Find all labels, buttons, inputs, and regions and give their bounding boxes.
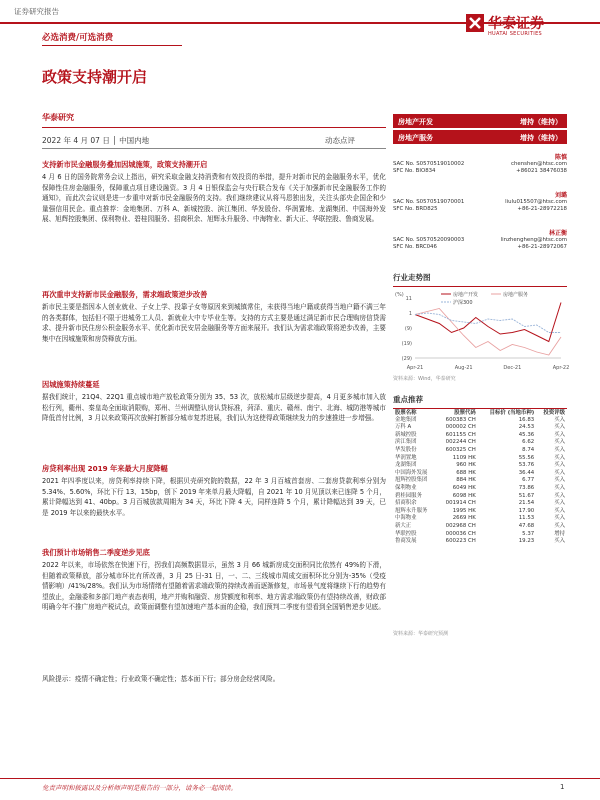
- recs-table: [393, 410, 567, 546]
- logo-text-en: HUATAI SECURITIES: [488, 31, 542, 37]
- doc-type: 动态点评: [325, 136, 355, 145]
- trend-chart: [393, 290, 570, 372]
- legend-label: 房地产服务: [503, 292, 529, 298]
- table-cell: 960 HK: [456, 462, 476, 469]
- analyst-phone: +86-21-28972067: [517, 244, 567, 251]
- table-cell: 买入: [554, 439, 565, 446]
- table-cell: 53.76: [518, 462, 535, 469]
- table-cell: 买入: [554, 431, 565, 438]
- divider: [42, 127, 386, 128]
- table-cell: 688 HK: [456, 469, 476, 476]
- x-tick-label: Dec-21: [503, 365, 522, 371]
- table-cell: 19.23: [518, 538, 535, 545]
- analyst-email[interactable]: liulu015507@htsc.com: [505, 199, 567, 206]
- sector-rating-bar: [393, 114, 567, 128]
- y-tick-label: (19): [401, 341, 412, 347]
- analyst-name: 刘璐: [554, 192, 567, 199]
- analyst-sac: SAC No. S0570520090003: [393, 237, 465, 244]
- table-row: [393, 477, 567, 485]
- y-tick-label: 11: [405, 296, 412, 302]
- table-cell: 17.90: [518, 507, 535, 514]
- subtag-rule: [42, 45, 182, 46]
- table-row: [393, 417, 567, 425]
- section-heading: 支持新市民金融服务叠加因城施策，政策支持潮开启: [42, 160, 208, 169]
- risk-note: 风险提示：疫情不确定性；行业政策不确定性；基本面下行；部分房企经营风险。: [42, 675, 280, 683]
- table-cell: 6049 HK: [452, 484, 476, 491]
- y-axis-label: (%): [395, 292, 404, 298]
- table-row: [393, 424, 567, 432]
- table-cell: 2669 HK: [452, 515, 476, 522]
- divider: [42, 148, 386, 149]
- sector-name: 房地产服务: [398, 134, 433, 142]
- section-body: 新市民主要是指因本人创业就业、子女上学、投靠子女等原因来到城镇常住，未获得当地户籍或获得当地户籍不满三年的各类群体，包括但不限于进城务工人员、新就业大中专毕业生等。支持的方式主要是通过满足新市民合理购房信贷需求、提升新市民住房公积金服务水平、优化新市民安居金融服务等方面来展开。我们认为需求端政策将逆步改善，主要集中在因城施策和房贷释放方面。: [42, 303, 386, 343]
- table-row: [393, 455, 567, 463]
- table-cell: 买入: [554, 484, 565, 491]
- sector-rating: 增持（维持）: [520, 118, 562, 126]
- recs-source: 资料来源：华泰研究预测: [393, 631, 449, 637]
- x-tick-label: Apr-21: [406, 365, 424, 371]
- table-cell: 龙湖集团: [395, 462, 417, 469]
- table-row: [393, 493, 567, 501]
- col-header: 投资评级: [543, 410, 565, 416]
- table-row: [393, 500, 567, 508]
- table-row: [393, 485, 567, 493]
- huatai-logo-icon: [466, 14, 484, 32]
- table-row: [393, 531, 567, 539]
- trend-rule: [393, 286, 567, 287]
- table-cell: 华发股份: [395, 446, 417, 453]
- table-cell: 万科 A: [395, 424, 412, 431]
- report-tag: 证券研究报告: [14, 7, 59, 16]
- x-tick-label: Aug-21: [454, 365, 473, 371]
- table-cell: 600223 CH: [445, 538, 476, 545]
- analyst-sfc: SFC No. BRD825: [393, 206, 438, 213]
- table-cell: 买入: [554, 500, 565, 507]
- table-cell: 000002 CH: [445, 424, 476, 431]
- analyst-email[interactable]: linzhengheng@htsc.com: [500, 237, 567, 244]
- analyst-sfc: SFC No. BRC046: [393, 244, 437, 251]
- table-cell: 中国海外发展: [395, 469, 428, 476]
- analyst-sac: SAC No. S0570519010002: [393, 161, 465, 168]
- table-row: [393, 432, 567, 440]
- y-tick-label: 1: [408, 311, 412, 317]
- analyst-phone: +86021 38476038: [516, 168, 567, 175]
- table-cell: 碧桂园服务: [395, 492, 422, 499]
- table-cell: 买入: [554, 454, 565, 461]
- col-header: 股票名称: [395, 410, 417, 416]
- table-cell: 601155 CH: [445, 431, 476, 438]
- analyst-sac: SAC No. S0570519070001: [393, 199, 465, 206]
- dateline: 2022 年 4 月 07 日 │ 中国内地: [42, 136, 150, 145]
- table-cell: 买入: [554, 424, 565, 431]
- table-cell: 买入: [554, 446, 565, 453]
- table-cell: 002968 CH: [445, 522, 476, 529]
- section-body: 2021 年四季度以来，房贷利率持续下降，根据贝壳研究院的数据，22 年 3 月百城首套房、二套房贷款利率分别为 5.34%、5.60%，环比下行 13、15bp，创下 2019 年来单月最大降幅，自 2021 年 10 月见顶以来已连降 5 个月，累计降幅达到 41、40bp。3 月百城放款周期为 34 天，环比下降 4 天，同样连降 5 个月，累计降幅达到 39 天，已是 2019 年以来的最快水平。: [42, 477, 386, 517]
- table-cell: 16.83: [518, 416, 535, 423]
- table-cell: 买入: [554, 492, 565, 499]
- table-cell: 6.77: [522, 477, 535, 484]
- series-line: [415, 309, 561, 356]
- table-cell: 24.53: [518, 424, 535, 431]
- section-body: 2022 年以来，市场依然在快速下行，拐我们高频数据显示，虽然 3 月 66 城新房成交面积同比依然有 49%的下滑，但随着政策释放，部分城市环比有所改善，3 月 25 日-31 日，一、二、三线城市周成交面积环比分别为-35%（受疫情影响）/41%/28%。我们认为市场情绪有望随着需求端政策的持续改善而逐渐修复，市场景气度将继续下行的趋势有望放止，金融委和多部门地产表态表明，地产并购和融资、房贷额度和利率、地方需求端政策仍有望持续改善，财政部明确今年不推广房地产税试点，政策面调整有望加速地产基本面的企稳，我们预判二季度有望看到全国销售逆步见底。: [42, 561, 386, 612]
- section-body: 据我们统计，21Q4、22Q1 重点城市地产放松政策分别为 35、53 次，放松城市层级逆步提高，4 月更多城市加入放松行列，衢州、秦皇岛全面取消限购，郑州、兰州调整认房认贷标准，菏泽、重庆、赣州、南宁、北海、城防港等城市降低首付比例，3 月以来政策再次放鲜打断部分城市复苏进展，我们认为这使得政策继续发力的步速推进一步增强。: [42, 393, 386, 423]
- y-tick-label: (29): [401, 356, 412, 362]
- table-cell: 买入: [554, 522, 565, 529]
- table-cell: 11.53: [518, 515, 535, 522]
- table-cell: 招商积余: [395, 500, 417, 507]
- table-cell: 5.37: [522, 530, 535, 537]
- table-cell: 鲁商发展: [395, 538, 417, 545]
- analyst-name: 林正衡: [548, 230, 567, 237]
- page-number: 1: [560, 783, 565, 791]
- table-cell: 600383 CH: [445, 416, 476, 423]
- recs-title: 重点推荐: [393, 395, 423, 404]
- section-body: 4 月 6 日的国务院常务会议上指出，研究采取金融支持消费和有效投资的举措，提升对新市民的金融服务水平，优化保障性住房金融服务，保障重点项目建设融资。3 月 4 日银保监会与央行联合发布《关于加强新市民金融服务工作的通知》，而此次会议则是进一步重申对新市民金融服务的支持。我们继续建议从将马恩独出发，关注头部央企国企和少量强信用民企。重点推荐：金地集团、万科 A、新城控股、滨江集团、华发股份、华润置地、龙湖集团、中国海外发展、旭辉控股集团、保利物业、碧桂园服务、招商积余、旭辉永升服务、中海物业、新大正、华联控股、鲁商发展。: [42, 173, 386, 224]
- table-row: [393, 523, 567, 531]
- table-cell: 华润置地: [395, 454, 417, 461]
- analyst-name: 陈慎: [554, 154, 567, 161]
- table-cell: 884 HK: [456, 477, 476, 484]
- table-row: [393, 462, 567, 470]
- table-row: [393, 508, 567, 516]
- section-heading: 再次重申支持新市民金融服务，需求端政策逆步改善: [42, 290, 208, 299]
- analyst-phone: +86-21-28972218: [517, 206, 567, 213]
- table-cell: 600325 CH: [445, 446, 476, 453]
- table-cell: 买入: [554, 477, 565, 484]
- table-cell: 36.44: [518, 469, 535, 476]
- recs-rule: [393, 408, 567, 409]
- x-tick-label: Apr-22: [552, 365, 570, 371]
- section-heading: 因城施策持续蔓延: [42, 380, 100, 389]
- footer-rule: [0, 778, 600, 779]
- sector-name: 房地产开发: [398, 118, 433, 126]
- sector-subtag: 必选消费/可选消费: [42, 33, 114, 43]
- table-cell: 滨江集团: [395, 439, 417, 446]
- table-cell: 6098 HK: [452, 492, 476, 499]
- trend-title: 行业走势图: [393, 273, 431, 282]
- legend-label: 沪深300: [453, 300, 473, 306]
- logo-text: 华泰证券: [488, 16, 544, 32]
- table-cell: 买入: [554, 515, 565, 522]
- table-cell: 买入: [554, 538, 565, 545]
- report-title: 政策支持潮开启: [42, 68, 148, 86]
- table-cell: 金地集团: [395, 416, 417, 423]
- author-label: 华泰研究: [42, 113, 74, 122]
- sector-rating-bar: [393, 130, 567, 144]
- table-cell: 001914 CH: [445, 500, 476, 507]
- analyst-block: [393, 230, 567, 252]
- y-tick-label: (9): [404, 326, 412, 332]
- table-cell: 21.54: [518, 500, 535, 507]
- section-heading: 房贷利率出现 2019 年来最大月度降幅: [42, 464, 168, 473]
- series-line: [415, 303, 561, 342]
- table-cell: 000036 CH: [445, 530, 476, 537]
- table-row: [393, 515, 567, 523]
- table-cell: 51.67: [518, 492, 535, 499]
- table-cell: 002244 CH: [445, 439, 476, 446]
- sector-rating: 增持（维持）: [520, 134, 562, 142]
- table-header-row: [393, 410, 567, 417]
- table-cell: 买入: [554, 507, 565, 514]
- chart-source: 资料来源：Wind，华泰研究: [393, 376, 456, 382]
- table-cell: 45.36: [518, 431, 535, 438]
- table-cell: 新城控股: [395, 431, 417, 438]
- table-cell: 旭辉永升服务: [395, 507, 428, 514]
- analyst-block: [393, 192, 567, 214]
- section-heading: 我们预计市场销售二季度逆步见底: [42, 548, 150, 557]
- table-cell: 中海物业: [395, 515, 417, 522]
- table-cell: 8.74: [522, 446, 535, 453]
- table-cell: 73.86: [518, 484, 535, 491]
- table-cell: 新大正: [395, 522, 412, 529]
- table-cell: 买入: [554, 416, 565, 423]
- table-cell: 旭辉控股集团: [395, 477, 428, 484]
- table-cell: 买入: [554, 469, 565, 476]
- table-cell: 1995 HK: [452, 507, 476, 514]
- table-row: [393, 538, 567, 546]
- analyst-block: [393, 154, 567, 176]
- table-cell: 47.68: [518, 522, 535, 529]
- col-header: 目标价 (当地币种): [489, 410, 535, 416]
- table-row: [393, 439, 567, 447]
- table-cell: 买入: [554, 462, 565, 469]
- table-cell: 55.56: [518, 454, 535, 461]
- table-row: [393, 447, 567, 455]
- disclaimer: 免责声明和披露以及分析师声明是报告的一部分，请务必一起阅读。: [42, 784, 237, 792]
- table-cell: 保利物业: [395, 484, 417, 491]
- analyst-sfc: SFC No. BIO834: [393, 168, 436, 175]
- col-header: 股票代码: [454, 410, 476, 416]
- table-cell: 增持: [554, 530, 565, 537]
- table-cell: 6.62: [522, 439, 535, 446]
- analyst-email[interactable]: chenshen@htsc.com: [511, 161, 567, 168]
- legend-label: 房地产开发: [453, 292, 479, 298]
- table-cell: 华联控股: [395, 530, 417, 537]
- table-cell: 1109 HK: [452, 454, 476, 461]
